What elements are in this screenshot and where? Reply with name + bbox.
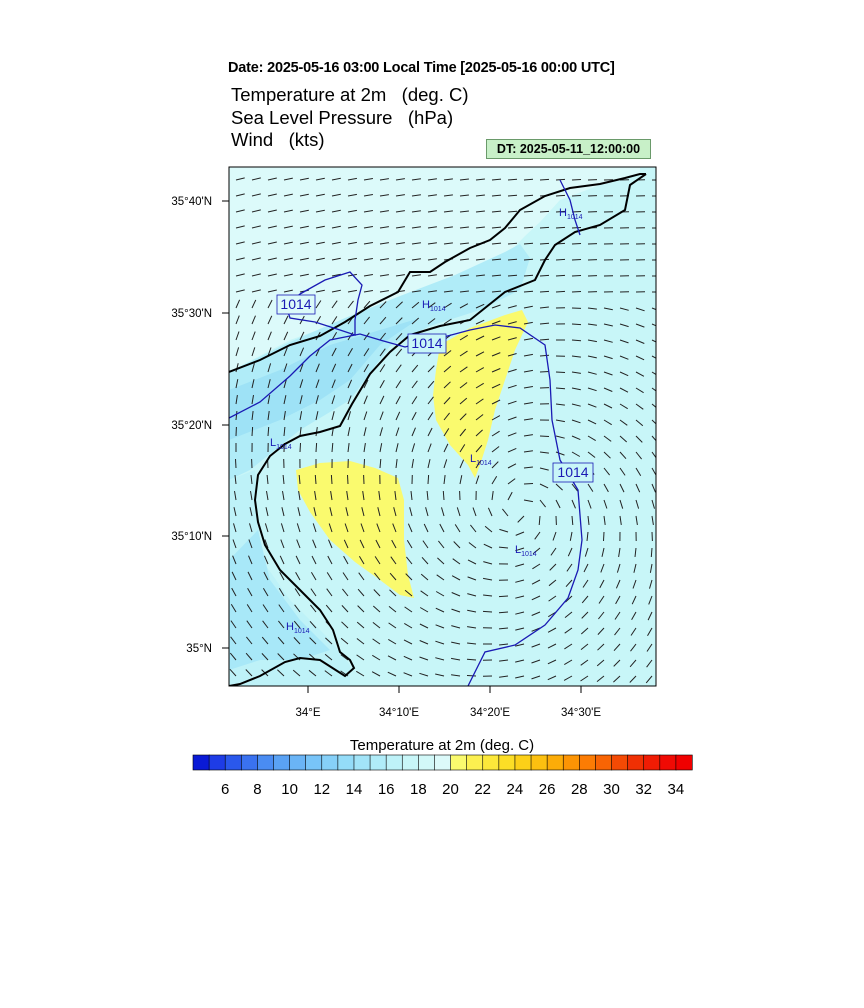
isobar-label xyxy=(553,463,593,482)
wind-barb xyxy=(540,275,549,276)
wind-barb xyxy=(604,532,605,541)
colorbar-swatch xyxy=(241,755,257,770)
svg-text:L1014: $L_{1014}$ xyxy=(470,453,492,467)
isobar-label xyxy=(408,334,446,353)
wind-barb xyxy=(540,355,549,356)
wind-barb xyxy=(540,291,549,292)
svg-text:1014: 1014 xyxy=(280,296,312,312)
wind-barb xyxy=(467,676,476,677)
wind-barb xyxy=(316,443,317,452)
colorbar-swatch xyxy=(531,755,547,770)
colorbar-swatch xyxy=(306,755,322,770)
colorbar-swatch xyxy=(467,755,483,770)
svg-text:H1014: $H_{1014}$ xyxy=(286,621,310,635)
wind-barb xyxy=(364,459,365,468)
colorbar-label: 32 xyxy=(635,781,653,798)
colorbar-swatch xyxy=(515,755,531,770)
lat-tick-label: 35°10'N xyxy=(171,531,212,543)
colorbar-swatch xyxy=(612,755,628,770)
colorbar-label: 10 xyxy=(281,781,298,798)
wind-barb xyxy=(443,491,444,500)
svg-text:H1014: $H_{1014}$ xyxy=(422,299,446,313)
wind-barb xyxy=(524,179,533,180)
svg-text:L1014: $L_{1014}$ xyxy=(270,437,292,451)
wind-barb xyxy=(300,443,301,452)
colorbar-swatch xyxy=(499,755,515,770)
colorbar-swatch xyxy=(370,755,386,770)
wind-barb xyxy=(556,195,565,196)
wind-barb xyxy=(540,211,549,212)
wind-barb xyxy=(540,227,549,228)
wind-barb xyxy=(556,388,565,389)
colorbar-label: 20 xyxy=(442,781,459,798)
svg-text:L1014: $L_{1014}$ xyxy=(515,544,537,558)
colorbar-label: 8 xyxy=(253,781,262,798)
lon-tick-label: 34°E xyxy=(295,707,321,719)
wind-barb xyxy=(540,243,549,244)
colorbar-swatch xyxy=(257,755,273,770)
colorbar-swatch xyxy=(193,755,209,770)
colorbar-swatch xyxy=(290,755,306,770)
colorbar-swatch xyxy=(628,755,644,770)
wind-barb xyxy=(524,195,533,196)
colorbar-label: 26 xyxy=(538,781,556,798)
svg-text:1014: 1014 xyxy=(411,335,443,351)
wind-barb xyxy=(252,427,253,436)
wind-barb xyxy=(524,227,533,228)
wind-barb xyxy=(540,372,549,373)
colorbar-label: 34 xyxy=(667,781,685,798)
wind-barb xyxy=(572,228,581,229)
lat-tick-label: 35°40'N xyxy=(171,196,212,208)
colorbar-label: 16 xyxy=(377,781,395,798)
wind-barb xyxy=(572,244,581,245)
wind-barb xyxy=(428,475,429,484)
lat-tick-label: 35°30'N xyxy=(171,308,212,320)
wind-barb xyxy=(572,180,581,181)
wind-barb xyxy=(524,484,533,485)
colorbar-swatch xyxy=(322,755,338,770)
wind-barb xyxy=(556,259,565,260)
colorbar-swatch xyxy=(402,755,418,770)
colorbar-swatch xyxy=(579,755,595,770)
model-init-time-badge: DT: 2025-05-11_12:00:00 xyxy=(486,139,651,159)
colorbar-swatch xyxy=(434,755,450,770)
colorbar xyxy=(193,755,692,770)
colorbar-swatch xyxy=(418,755,434,770)
wind-barb xyxy=(572,196,581,197)
lat-tick-label: 35°N xyxy=(186,643,212,655)
date-header: Date: 2025-05-16 03:00 Local Time [2025-05-16 00:00 UTC] xyxy=(228,60,615,76)
colorbar-label: 6 xyxy=(221,781,230,798)
wind-barb xyxy=(483,611,492,612)
lat-tick-label: 35°20'N xyxy=(171,420,212,432)
wind-barb xyxy=(572,324,581,325)
colorbar-swatch xyxy=(483,755,499,770)
wind-barb xyxy=(524,211,533,212)
wind-barb xyxy=(524,291,533,292)
colorbar-swatch xyxy=(660,755,676,770)
colorbar-label: 28 xyxy=(570,781,588,798)
wind-barb xyxy=(556,227,565,228)
wind-barb xyxy=(556,275,565,276)
field-title-wind: Wind (kts) xyxy=(231,129,325,150)
colorbar-swatch xyxy=(209,755,225,770)
wind-barb xyxy=(572,260,581,261)
isobar-label xyxy=(277,295,315,314)
wind-barb xyxy=(540,436,549,437)
wind-barb xyxy=(572,292,581,293)
wind-barb xyxy=(651,548,652,557)
colorbar-swatch xyxy=(338,755,354,770)
colorbar-label: 24 xyxy=(506,781,524,798)
wind-barb xyxy=(572,276,581,277)
wind-barb xyxy=(315,475,316,484)
wind-barb xyxy=(331,475,332,484)
field-title-pressure: Sea Level Pressure (hPa) xyxy=(231,107,454,128)
svg-text:H1014: $H_{1014}$ xyxy=(559,207,583,221)
colorbar-label: 22 xyxy=(474,781,492,798)
lon-tick-label: 34°10'E xyxy=(378,707,420,719)
wind-barb xyxy=(348,475,349,484)
wind-barb xyxy=(524,243,533,244)
wind-barb xyxy=(556,291,565,292)
wind-barb xyxy=(556,372,565,373)
colorbar-swatch xyxy=(273,755,289,770)
wind-barb xyxy=(524,259,533,260)
colorbar-label: 18 xyxy=(410,781,427,798)
colorbar-swatch xyxy=(676,755,692,770)
colorbar-label: 12 xyxy=(313,781,331,798)
colorbar-label: 14 xyxy=(345,781,363,798)
colorbar-swatch xyxy=(225,755,241,770)
lon-tick-label: 34°30'E xyxy=(560,707,602,719)
colorbar-swatch xyxy=(595,755,611,770)
wind-barb xyxy=(467,659,476,660)
colorbar-swatch xyxy=(563,755,579,770)
lon-tick-label: 34°20'E xyxy=(469,707,511,719)
wind-barb xyxy=(524,275,533,276)
field-title-temperature: Temperature at 2m (deg. C) xyxy=(231,84,469,105)
colorbar-label: 30 xyxy=(603,781,620,798)
svg-text:1014: 1014 xyxy=(557,464,589,480)
colorbar-swatch xyxy=(451,755,467,770)
colorbar-labels xyxy=(221,781,684,798)
colorbar-swatch xyxy=(386,755,402,770)
colorbar-swatch xyxy=(644,755,660,770)
wind-barb xyxy=(540,179,549,180)
wind-barb xyxy=(236,459,237,468)
colorbar-swatch xyxy=(547,755,563,770)
wind-barb xyxy=(499,596,508,597)
colorbar-swatch xyxy=(354,755,370,770)
wind-barb xyxy=(268,427,269,436)
colorbar-title: Temperature at 2m (deg. C) xyxy=(349,737,535,754)
